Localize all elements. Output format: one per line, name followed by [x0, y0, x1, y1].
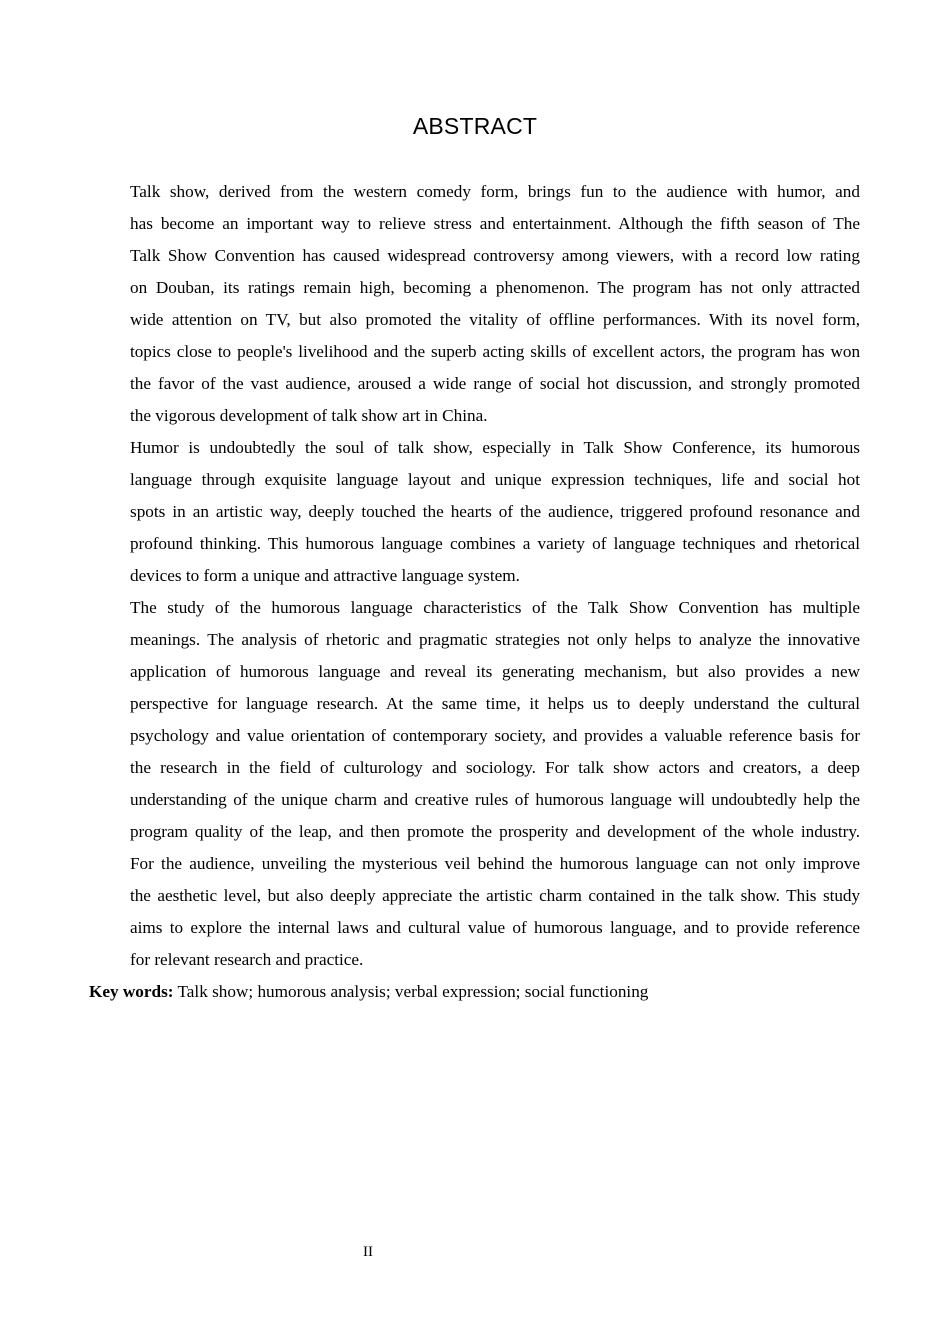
paragraph-3-line-3: application of humorous language and reveal its generating mechanism, but also provides a new [130, 662, 860, 681]
paragraph-1-line-3: Talk Show Convention has caused widespread controversy among viewers, with a record low rating [130, 246, 860, 265]
paragraph-3-line-9: For the audience, unveiling the mysterious veil behind the humorous language can not only improve [130, 854, 860, 873]
paragraph-1-line-2: has become an important way to relieve stress and entertainment. Although the fifth season of The [130, 214, 860, 233]
paragraph-3-line-8: program quality of the leap, and then promote the prosperity and development of the whole industry. [130, 822, 860, 841]
paragraph-3-line-5: psychology and value orientation of contemporary society, and provides a valuable reference basis for [130, 726, 860, 745]
paragraph-3-line-11: aims to explore the internal laws and cultural value of humorous language, and to provide reference [130, 918, 860, 937]
paragraph-3-line-6: the research in the field of culturology and sociology. For talk show actors and creators, a deep [130, 758, 860, 777]
paragraph-1-line-7: the favor of the vast audience, aroused a wide range of social hot discussion, and strongly promoted [130, 374, 860, 393]
paragraph-3-line-2: meanings. The analysis of rhetoric and pragmatic strategies not only helps to analyze the innovative [130, 630, 860, 649]
paragraph-1 [89, 176, 860, 432]
paragraph-1-line-4: on Douban, its ratings remain high, becoming a phenomenon. The program has not only attracted [130, 278, 860, 297]
paragraph-2 [89, 432, 860, 592]
paragraph-3-line-10: the aesthetic level, but also deeply appreciate the artistic charm contained in the talk show. This study [130, 886, 860, 905]
keywords-label: Key words: [89, 982, 174, 1001]
paragraph-2-line-2: language through exquisite language layout and unique expression techniques, life and social hot [130, 470, 860, 489]
paragraph-3-line-1: The study of the humorous language characteristics of the Talk Show Convention has multiple [130, 598, 860, 617]
page-number: II [363, 1244, 373, 1260]
paragraph-1-line-5: wide attention on TV, but also promoted the vitality of offline performances. With its novel form, [130, 310, 860, 329]
paragraph-2-line-1: Humor is undoubtedly the soul of talk show, especially in Talk Show Conference, its humorous [130, 438, 860, 457]
abstract-body [89, 176, 860, 1008]
keywords-line [89, 976, 860, 1008]
paragraph-2-line-3: spots in an artistic way, deeply touched the hearts of the audience, triggered profound resonance and [130, 502, 860, 521]
paragraph-1-line-6: topics close to people's livelihood and the superb acting skills of excellent actors, the program has won [130, 342, 860, 361]
paragraph-3-line-7: understanding of the unique charm and creative rules of humorous language will undoubtedly help the [130, 790, 860, 809]
paragraph-2-line-4: profound thinking. This humorous language combines a variety of language techniques and rhetorical [130, 534, 860, 553]
paragraph-3-line-12: for relevant research and practice. [130, 950, 364, 969]
keywords-value: Talk show; humorous analysis; verbal expression; social functioning [173, 982, 649, 1001]
paragraph-2-line-5: devices to form a unique and attractive language system. [130, 566, 520, 585]
paragraph-1-line-1: Talk show, derived from the western comedy form, brings fun to the audience with humor, and [130, 182, 860, 201]
page-title: ABSTRACT [412, 113, 538, 139]
paragraph-3 [89, 592, 860, 976]
paragraph-3-line-4: perspective for language research. At the same time, it helps us to deeply understand the cultural [130, 694, 860, 713]
paragraph-1-line-8: the vigorous development of talk show art in China. [130, 406, 488, 425]
